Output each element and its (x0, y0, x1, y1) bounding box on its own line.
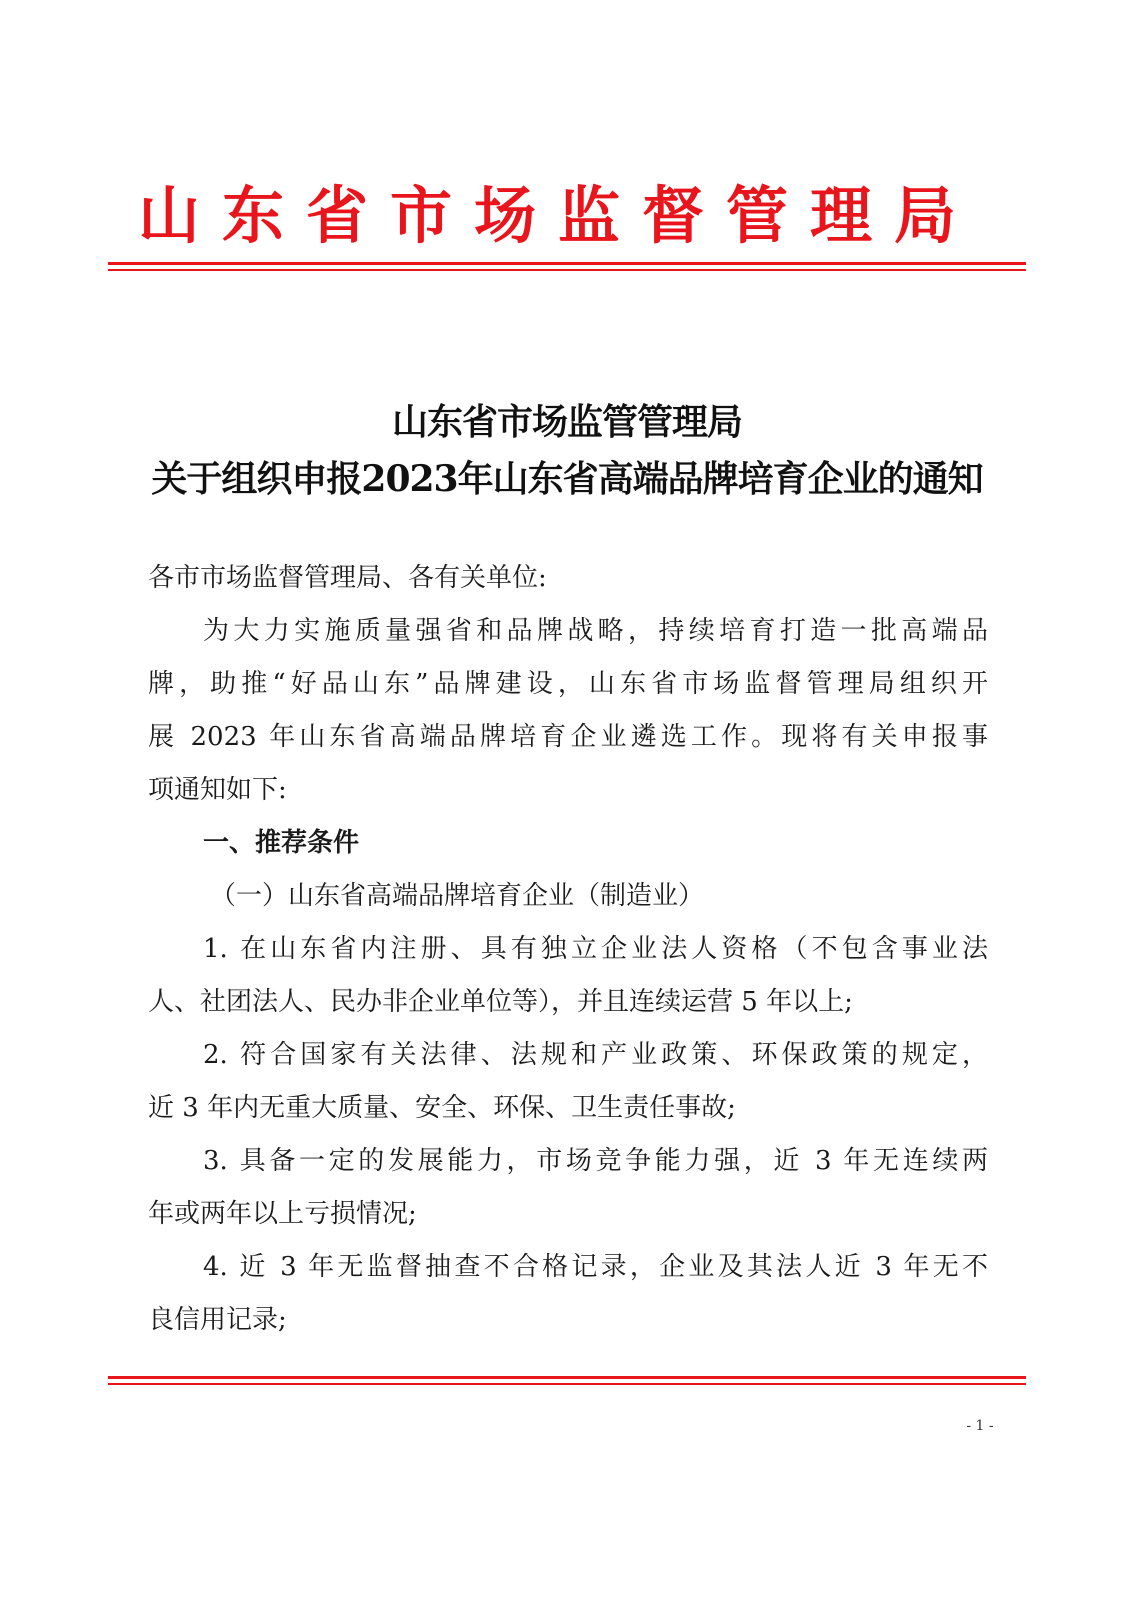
intro-line: 为大力实施质量强省和品牌战略，持续培育打造一批高端品 (203, 616, 988, 646)
intro-line: 牌，助推“好品山东”品牌建设，山东省市场监督管理局组织开 (148, 669, 988, 699)
condition-item-line: 3. 具备一定的发展能力，市场竞争能力强，近 3 年无连续两 (203, 1146, 988, 1176)
condition-item-line: 1. 在山东省内注册、具有独立企业法人资格（不包含事业法 (203, 934, 988, 964)
header-rule-thin (108, 269, 1026, 271)
condition-item-line: 2. 符合国家有关法律、法规和产业政策、环保政策的规定， (203, 1040, 988, 1070)
salutation: 各市市场监督管理局、各有关单位: (148, 563, 547, 593)
page-number: - 1 - (966, 1418, 994, 1434)
condition-item-line: 人、社团法人、民办非企业单位等），并且连续运营 5 年以上; (148, 987, 853, 1017)
subsection-heading: （一）山东省高端品牌培育企业（制造业） (210, 881, 705, 911)
condition-item-line: 良信用记录; (148, 1305, 287, 1335)
document-title-line-1: 山东省市场监管管理局 (391, 401, 742, 443)
condition-item-line: 近 3 年内无重大质量、安全、环保、卫生责任事故; (148, 1093, 736, 1123)
intro-line: 项通知如下: (148, 775, 287, 805)
document-title-line-2: 关于组织申报2023年山东省高端品牌培育企业的通知 (151, 458, 983, 500)
condition-item-line: 年或两年以上亏损情况; (148, 1199, 417, 1229)
header-rule-thick (108, 262, 1026, 265)
agency-header-title: 山东省市场监督管理局 (137, 179, 978, 252)
intro-line: 展 2023 年山东省高端品牌培育企业遴选工作。现将有关申报事 (148, 722, 988, 752)
condition-item-line: 4. 近 3 年无监督抽查不合格记录，企业及其法人近 3 年无不 (203, 1252, 988, 1282)
footer-rule-thin (108, 1383, 1026, 1385)
section-heading: 一、推荐条件 (203, 828, 360, 858)
document-body (148, 552, 988, 1347)
footer-rule-thick (108, 1376, 1026, 1379)
